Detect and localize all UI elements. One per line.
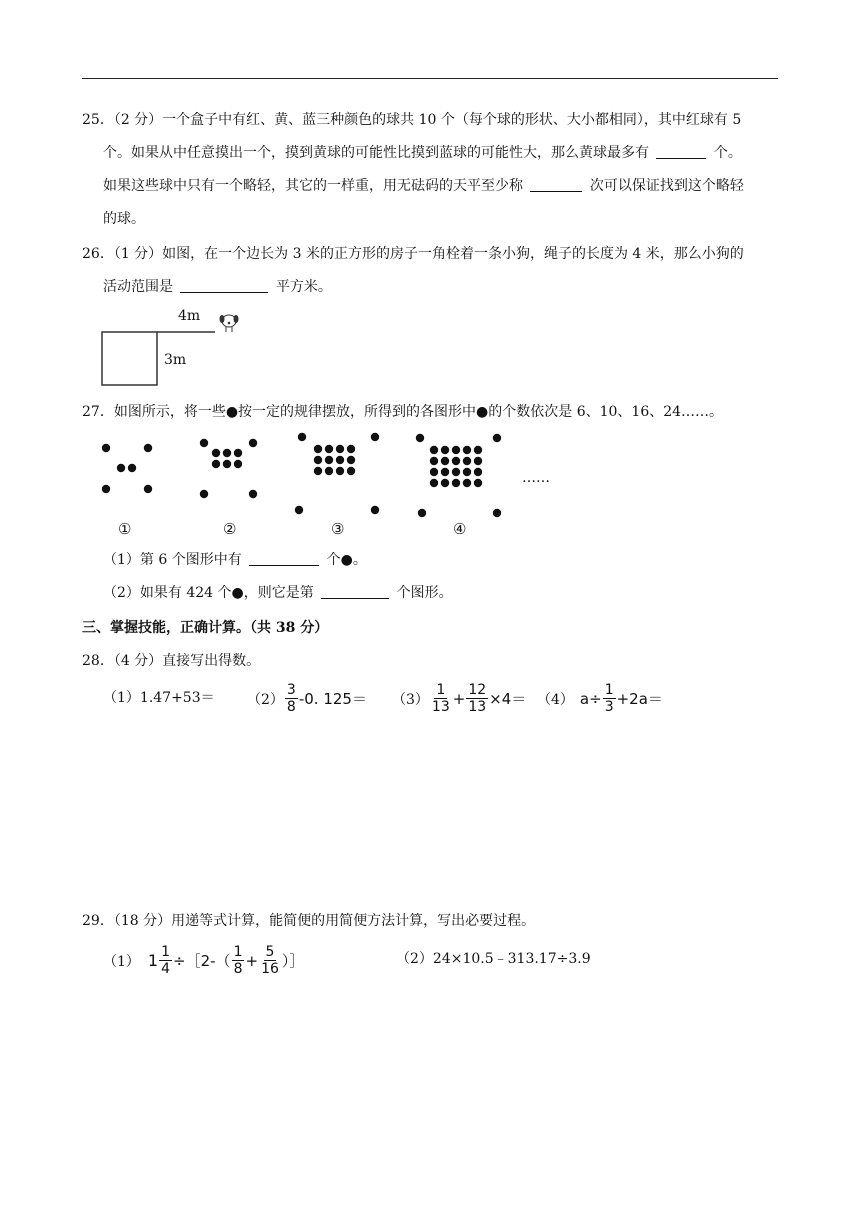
figure-2-grid-dot	[234, 449, 242, 457]
figure-2-grid-dot	[223, 449, 231, 457]
figure-2-grid-dot	[212, 460, 220, 468]
side-length-label: 3m	[164, 352, 187, 368]
figure-4-grid-dot	[452, 468, 460, 476]
q29-part1	[103, 944, 304, 977]
q29-part1-label: （1）	[103, 953, 140, 970]
q26-line1: 26．（1 分）如图，在一个边长为 3 米的正方形的房子一角栓着一条小狗，绳子的长度为 4 米，那么小狗的	[82, 246, 744, 262]
fraction-1-4	[159, 944, 172, 977]
figure-2-corner-dot	[249, 490, 257, 498]
fraction-denominator: 16	[261, 961, 279, 977]
figure-3-grid-dot	[347, 467, 355, 475]
fraction-numerator: 1	[161, 944, 171, 960]
q27-line1: 27．如图所示，将一些●按一定的规律摆放，所得到的各图形中●的个数依次是 6、10、16、24……。	[82, 404, 724, 420]
figure-4-grid-dot	[474, 446, 482, 454]
figure-4-grid-dot	[452, 446, 460, 454]
figure-4-grid-dot	[441, 457, 449, 465]
q28-part2	[247, 682, 367, 715]
figure-4-grid-dot	[430, 479, 438, 487]
figure-4-corner-dot	[416, 434, 424, 442]
figure-3-grid-dot	[347, 445, 355, 453]
q28-part3-rest: ×4＝	[489, 690, 527, 708]
plus-sign: +	[452, 689, 466, 708]
figure-4-corner-dot	[493, 434, 501, 442]
plus-sign: +	[245, 951, 259, 970]
figure-4-grid-dot	[430, 446, 438, 454]
q27-sub2-end: 个图形。	[396, 585, 453, 601]
fraction-denominator: 8	[233, 961, 243, 977]
q29-part1-mid: ÷［2-（	[173, 952, 231, 970]
fraction-denominator: 13	[431, 699, 450, 715]
fraction-1-13	[430, 682, 452, 715]
answer-blank-figure-number[interactable]	[321, 584, 389, 599]
q27-sub1-end: 个●。	[326, 552, 367, 568]
q28-part4-label: （4）	[537, 691, 574, 708]
q29-title: 29．（18 分）用递等式计算，能简便的用简便方法计算，写出必要过程。	[82, 913, 536, 929]
figure-4-grid-dot	[441, 468, 449, 476]
fig-label-1: ①	[118, 520, 132, 538]
fraction-1-3	[603, 682, 616, 715]
q28-part4-rest: +2a＝	[616, 690, 663, 708]
q28-part4-pre: a÷	[579, 689, 602, 708]
q25-line2-text: 个。如果从中任意摸出一个，摸到黄球的可能性比摸到蓝球的可能性大，那么黄球最多有	[103, 145, 649, 161]
figure-1-corner-dot	[144, 485, 152, 493]
figure-3-grid-dot	[336, 445, 344, 453]
figure-2-grid-dot	[212, 449, 220, 457]
fraction-numerator: 1	[436, 682, 446, 698]
fraction-denominator: 8	[286, 699, 296, 715]
figure-1-corner-dot	[144, 444, 152, 452]
figure-3-grid-dot	[314, 467, 322, 475]
q28-part2-rest: -0. 125＝	[298, 690, 367, 708]
figure-4-grid-dot	[463, 446, 471, 454]
fraction-12-13	[466, 682, 488, 715]
figure-3-grid-dot	[325, 467, 333, 475]
fig-label-2: ②	[223, 520, 237, 538]
figure-4-corner-dot	[493, 509, 501, 517]
figure-3-corner-dot	[295, 506, 303, 514]
figure-3-grid-dot	[314, 456, 322, 464]
q27-sub1-text: （1）第 6 个图形中有	[103, 552, 242, 568]
figure-3-grid-dot	[336, 456, 344, 464]
figure-2-corner-dot	[200, 439, 208, 447]
figure-1-corner-dot	[102, 444, 110, 452]
figure-4-grid-dot	[452, 479, 460, 487]
mixed-number-whole: 1	[147, 951, 159, 970]
figure-4-grid-dot	[430, 468, 438, 476]
figure-4-grid-dot	[474, 457, 482, 465]
fraction-3-8	[285, 682, 298, 715]
figure-4-grid-dot	[441, 446, 449, 454]
figure-4-grid-dot	[463, 479, 471, 487]
fraction-denominator: 13	[468, 699, 487, 715]
fraction-numerator: 12	[468, 682, 487, 698]
q25-line3-text: 如果这些球中只有一个略轻，其它的一样重，用无砝码的天平至少称	[103, 178, 523, 194]
figure-3-corner-dot	[371, 506, 379, 514]
fraction-numerator: 1	[604, 682, 614, 698]
figure-4-grid-dot	[430, 457, 438, 465]
figure-4-corner-dot	[418, 509, 426, 517]
figure-2-corner-dot	[200, 490, 208, 498]
q25-line3-end: 次可以保证找到这个略轻	[589, 178, 744, 194]
figure-4-grid-dot	[463, 468, 471, 476]
fraction-denominator: 4	[161, 961, 171, 977]
q27-sub2	[103, 583, 453, 603]
fraction-numerator: 5	[265, 944, 275, 960]
q26-line2-end: 平方米。	[275, 279, 332, 295]
fraction-denominator: 3	[604, 699, 614, 715]
section-title: 三、掌握技能，正确计算。（共 38 分）	[82, 620, 329, 636]
figure-3-corner-dot	[371, 433, 379, 441]
q25-line1: 25．（2 分）一个盒子中有红、黄、蓝三种颜色的球共 10 个（每个球的形状、大小都相同），其中红球有 5	[82, 112, 742, 128]
figure-3-grid-dot	[325, 445, 333, 453]
fig-label-3: ③	[331, 520, 345, 538]
q29-part1-end: ）］	[281, 952, 305, 970]
q26-line2-text: 活动范围是	[103, 279, 173, 295]
q28-part3-label: （3）	[392, 691, 429, 708]
figure-4-grid-dot	[474, 468, 482, 476]
figure-3-grid-dot	[347, 456, 355, 464]
figure-3-grid-dot	[325, 456, 333, 464]
answer-blank-sixth-figure[interactable]	[249, 551, 319, 566]
figure-4-grid-dot	[452, 457, 460, 465]
figure-1-corner-dot	[102, 485, 110, 493]
fraction-5-16	[259, 944, 281, 977]
figure-3-grid-dot	[314, 445, 322, 453]
q28-title: 28．（4 分）直接写出得数。	[82, 653, 261, 669]
figure-2-grid-dot	[234, 460, 242, 468]
figure-2-corner-dot	[249, 439, 257, 447]
figure-4-grid-dot	[474, 479, 482, 487]
figure-2-grid-dot	[223, 460, 231, 468]
figure-3-grid-dot	[336, 467, 344, 475]
fraction-1-8	[232, 944, 245, 977]
q25-line4: 的球。	[103, 211, 145, 227]
figure-4-grid-dot	[463, 457, 471, 465]
q28-part1: （1）1.47+53＝	[103, 690, 215, 706]
q29-part2: （2）24×10.5﹣313.17÷3.9	[396, 951, 591, 967]
fraction-numerator: 1	[233, 944, 243, 960]
fraction-numerator: 3	[286, 682, 296, 698]
fig-label-4: ④	[453, 520, 467, 538]
pattern-ellipsis: ……	[522, 470, 550, 486]
figure-1-grid-dot	[117, 464, 125, 472]
q27-sub1	[103, 550, 367, 570]
q28-part3	[392, 682, 526, 715]
figure-1-grid-dot	[128, 464, 136, 472]
figure-3-corner-dot	[298, 433, 306, 441]
q28-part4	[537, 682, 663, 715]
q28-part2-label: （2）	[247, 691, 284, 708]
figure-4-grid-dot	[441, 479, 449, 487]
q27-sub2-text: （2）如果有 424 个●，则它是第	[103, 585, 314, 601]
rope-length-label: 4m	[178, 308, 201, 324]
q25-line2-end: 个。	[713, 145, 742, 161]
